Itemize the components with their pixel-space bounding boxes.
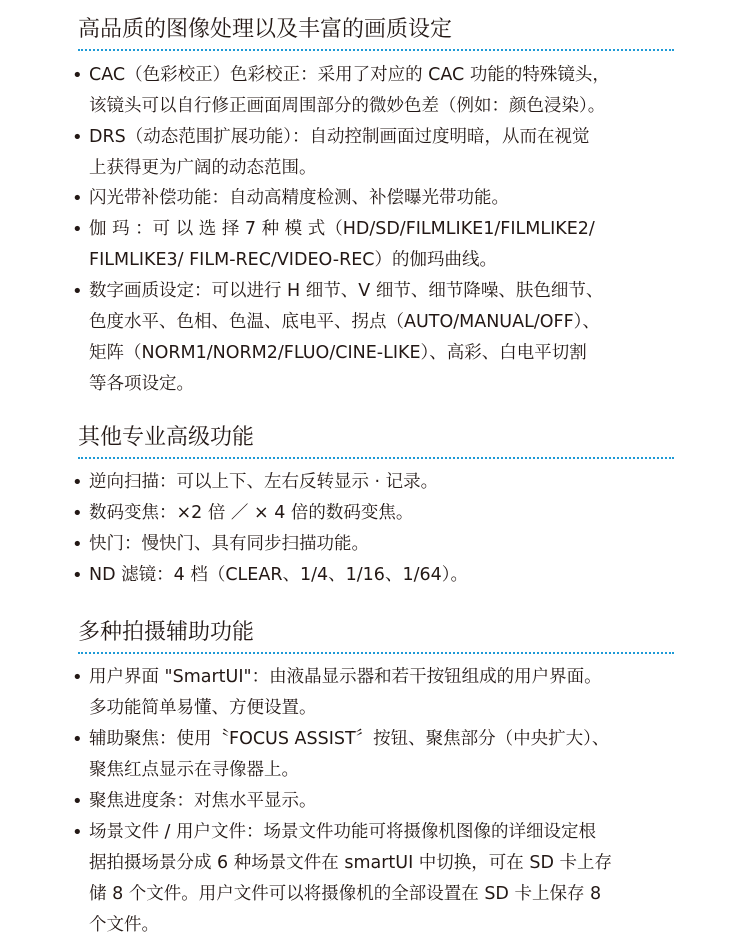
text-line: CAC（色彩校正）色彩校正：采用了对应的 CAC 功能的特殊镜头， (89, 65, 610, 85)
list-item (72, 214, 692, 276)
bullet-icon: • (72, 791, 83, 812)
text-line: 伽 玛 ：可 以 选 择 7 种 模 式（HD/SD/FILMLIKE1/FILMLIKE2/ (89, 219, 595, 239)
text-line: FILMLIKE3/ FILM-REC/VIDEO-REC）的伽玛曲线。 (89, 250, 498, 270)
bullet-icon: • (72, 565, 83, 586)
item-text (89, 817, 689, 941)
item-text (89, 467, 689, 498)
list-item (72, 724, 692, 786)
list-item (72, 60, 692, 122)
text-line: ND 滤镜：4 档（CLEAR、1/4、1/16、1/64）。 (89, 565, 468, 585)
text-line: 聚焦红点显示在寻像器上。 (89, 760, 299, 780)
bullet-icon: • (72, 219, 83, 240)
bullet-icon: • (72, 822, 83, 843)
text-line: 等各项设定。 (89, 374, 194, 394)
item-text (89, 214, 689, 276)
text-line: 色度水平、色相、色温、底电平、拐点（AUTO/MANUAL/OFF）、 (89, 312, 600, 332)
text-line: 储 8 个文件。用户文件可以将摄像机的全部设置在 SD 卡上保存 8 (89, 884, 602, 904)
text-line: 上获得更为广阔的动态范围。 (89, 158, 317, 178)
item-text (89, 662, 689, 724)
text-line: 快门：慢快门、具有同步扫描功能。 (89, 534, 369, 554)
bullet-icon: • (72, 281, 83, 302)
list-item (72, 467, 692, 498)
text-line: DRS（动态范围扩展功能）：自动控制画面过度明暗，从而在视觉 (89, 127, 590, 147)
item-text (89, 122, 689, 184)
bullet-icon: • (72, 188, 83, 209)
text-line: 个文件。 (89, 915, 159, 935)
text-line: 辅助聚焦：使用〝FOCUS ASSIST〞按钮、聚焦部分（中央扩大）、 (89, 729, 610, 749)
bullet-icon: • (72, 65, 83, 86)
item-text (89, 183, 689, 214)
list-item (72, 122, 692, 184)
text-line: 该镜头可以自行修正画面周围部分的微妙色差（例如：颜色浸染）。 (89, 96, 606, 116)
text-line: 闪光带补偿功能：自动高精度检测、补偿曝光带功能。 (89, 188, 509, 208)
item-text (89, 60, 689, 122)
item-text (89, 529, 689, 560)
list-item (72, 276, 692, 400)
text-line: 聚焦进度条：对焦水平显示。 (89, 791, 317, 811)
list-item (72, 529, 692, 560)
text-line: 数码变焦：×2 倍 ／ × 4 倍的数码变焦。 (89, 503, 414, 523)
section-heading: 高品质的图像处理以及丰富的画质设定 (78, 17, 453, 42)
list-item (72, 498, 692, 529)
list-item (72, 662, 692, 724)
text-line: 矩阵（NORM1/NORM2/FLUO/CINE-LIKE）、高彩、白电平切割 (89, 343, 587, 363)
bullet-icon: • (72, 472, 83, 493)
section-heading: 其他专业高级功能 (78, 425, 255, 450)
dotted-divider (78, 652, 674, 654)
bullet-icon: • (72, 729, 83, 750)
dotted-divider (78, 457, 674, 459)
list-item (72, 560, 692, 591)
bullet-icon: • (72, 667, 83, 688)
text-line: 据拍摄场景分成 6 种场景文件在 smartUI 中切换，可在 SD 卡上存 (89, 853, 613, 873)
item-text (89, 786, 689, 817)
bullet-icon: • (72, 127, 83, 148)
list-item (72, 817, 692, 941)
item-text (89, 276, 689, 400)
text-line: 数字画质设定：可以进行 H 细节、V 细节、细节降噪、肤色细节、 (89, 281, 604, 301)
list-item (72, 183, 692, 214)
item-text (89, 498, 689, 529)
text-line: 用户界面 "SmartUI"：由液晶显示器和若干按钮组成的用户界面。 (89, 667, 602, 687)
text-line: 逆向扫描：可以上下、左右反转显示 · 记录。 (89, 472, 439, 492)
item-text (89, 724, 689, 786)
list-item (72, 786, 692, 817)
section-heading: 多种拍摄辅助功能 (78, 620, 255, 645)
text-line: 场景文件 / 用户文件：场景文件功能可将摄像机图像的详细设定根 (89, 822, 597, 842)
text-line: 多功能简单易懂、方便设置。 (89, 698, 317, 718)
item-text (89, 560, 689, 591)
bullet-icon: • (72, 534, 83, 555)
bullet-icon: • (72, 503, 83, 524)
dotted-divider (78, 49, 674, 51)
